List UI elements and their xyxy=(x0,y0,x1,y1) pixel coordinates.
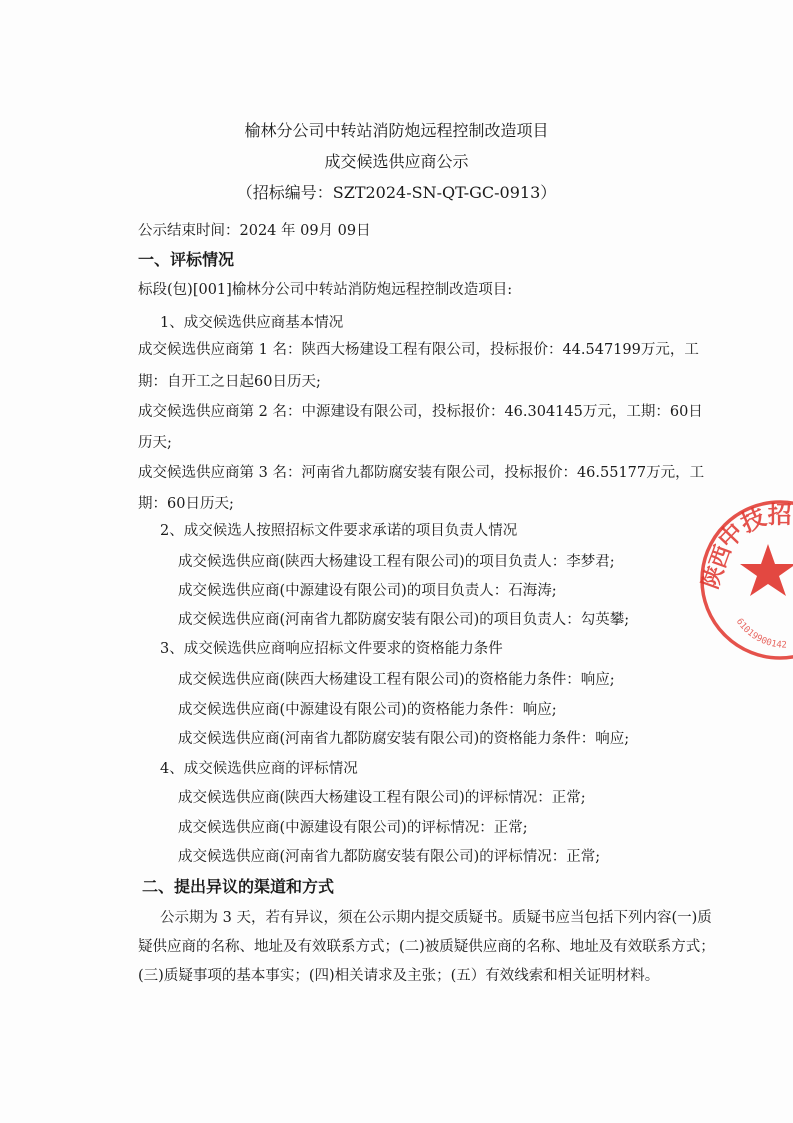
section-1-heading: 一、评标情况 xyxy=(138,250,235,269)
subsection-1-heading: 1、成交候选供应商基本情况 xyxy=(160,315,344,331)
evaluation-item: 成交候选供应商(中源建设有限公司)的评标情况：正常; xyxy=(178,820,528,836)
candidate-2-line2: 历天; xyxy=(138,435,172,451)
section-2-heading: 二、提出异议的渠道和方式 xyxy=(142,877,335,896)
manager-item: 成交候选供应商(中源建设有限公司)的项目负责人：石海涛; xyxy=(178,583,557,599)
qualification-item: 成交候选供应商(河南省九都防腐安装有限公司)的资格能力条件：响应; xyxy=(178,731,630,747)
bid-number: （招标编号：SZT2024-SN-QT-GC-0913） xyxy=(236,183,557,202)
end-time: 公示结束时间：2024 年 09月 09日 xyxy=(138,223,371,239)
subsection-2-heading: 2、成交候选人按照招标文件要求承诺的项目负责人情况 xyxy=(160,523,518,539)
svg-text:61019900142: 61019900142 xyxy=(733,616,787,651)
objection-paragraph-line1: 公示期为 3 天，若有异议，须在公示期内提交质疑书。质疑书应当包括下列内容(一)质 xyxy=(160,910,712,926)
candidate-2-line1: 成交候选供应商第 2 名：中源建设有限公司，投标报价：46.304145万元，工期：60日 xyxy=(138,404,703,420)
evaluation-item: 成交候选供应商(河南省九都防腐安装有限公司)的评标情况：正常; xyxy=(178,849,601,865)
evaluation-item: 成交候选供应商(陕西大杨建设工程有限公司)的评标情况：正常; xyxy=(178,790,586,806)
qualification-item: 成交候选供应商(陕西大杨建设工程有限公司)的资格能力条件：响应; xyxy=(178,672,615,688)
svg-text:中技招: 中技招 xyxy=(712,500,792,555)
candidate-3-line2: 期：60日历天; xyxy=(138,496,234,512)
qualification-item: 成交候选供应商(中源建设有限公司)的资格能力条件：响应; xyxy=(178,702,557,718)
candidate-1-line2: 期：自开工之日起60日历天; xyxy=(138,374,321,390)
manager-item: 成交候选供应商(河南省九都防腐安装有限公司)的项目负责人：勾英攀; xyxy=(178,612,630,628)
manager-item: 成交候选供应商(陕西大杨建设工程有限公司)的项目负责人：李梦君; xyxy=(178,554,615,570)
doc-subtitle: 成交候选供应商公示 xyxy=(324,152,469,171)
candidate-1-line1: 成交候选供应商第 1 名：陕西大杨建设工程有限公司，投标报价：44.547199万元，工 xyxy=(138,342,699,358)
svg-text:陕西: 陕西 xyxy=(698,542,737,593)
seal-icon xyxy=(690,488,793,668)
section-1-intro: 标段(包)[001]榆林分公司中转站消防炮远程控制改造项目: xyxy=(138,282,513,298)
subsection-3-heading: 3、成交候选供应商响应招标文件要求的资格能力条件 xyxy=(160,641,503,657)
doc-title: 榆林分公司中转站消防炮远程控制改造项目 xyxy=(244,121,549,140)
official-seal xyxy=(690,488,793,668)
subsection-4-heading: 4、成交候选供应商的评标情况 xyxy=(160,761,358,777)
objection-paragraph-line2: 疑供应商的名称、地址及有效联系方式；(二)被质疑供应商的名称、地址及有效联系方式； xyxy=(138,939,715,955)
objection-paragraph-line3: (三)质疑事项的基本事实；(四)相关请求及主张；(五）有效线索和相关证明材料。 xyxy=(138,968,660,984)
candidate-3-line1: 成交候选供应商第 3 名：河南省九都防腐安装有限公司，投标报价：46.55177万元，工 xyxy=(138,465,705,481)
